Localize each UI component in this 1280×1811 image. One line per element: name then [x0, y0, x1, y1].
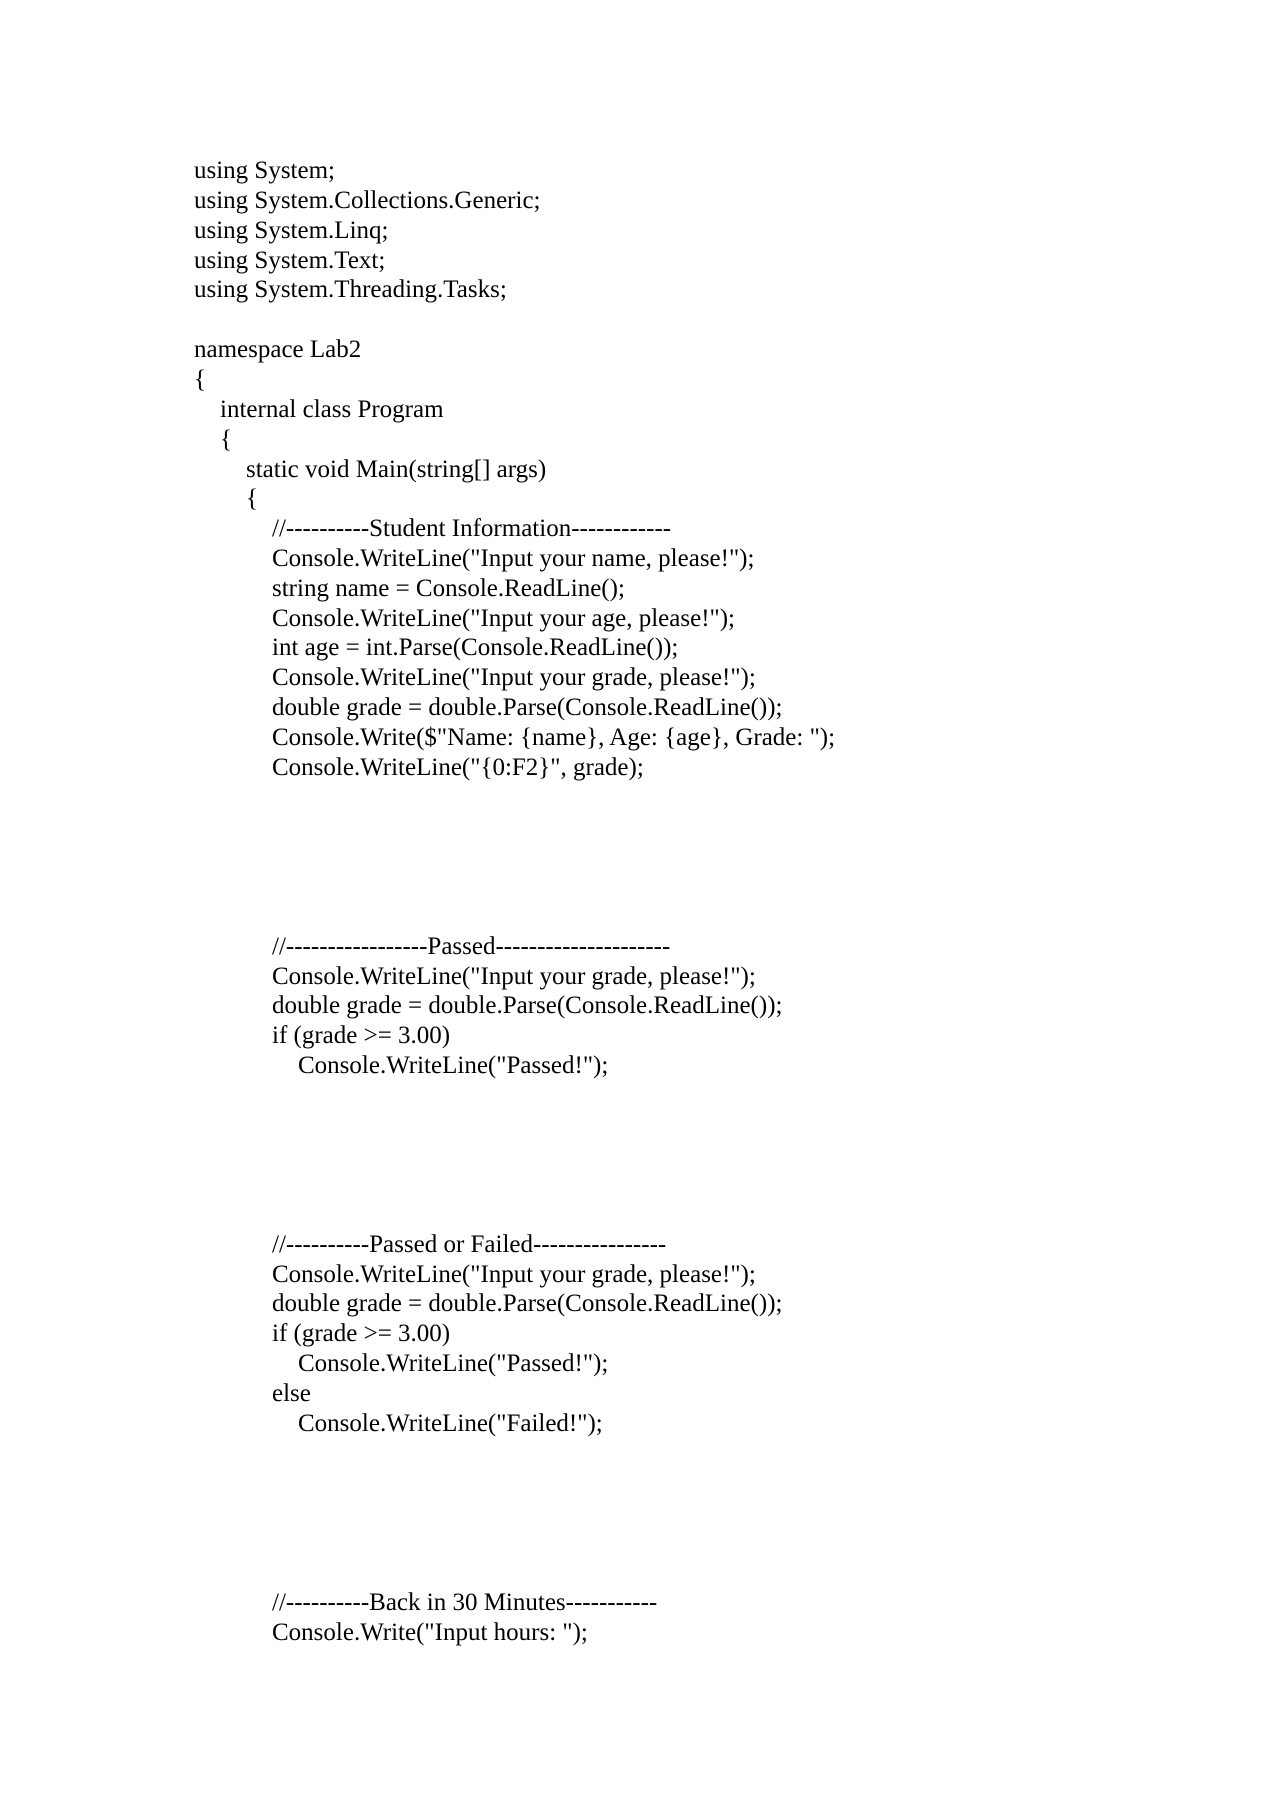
code-line: Console.WriteLine("Input your name, please!");	[272, 545, 755, 572]
method-declaration: static void Main(string[] args)	[246, 456, 547, 483]
brace: {	[246, 485, 258, 512]
code-line: if (grade >= 3.00)	[272, 1320, 451, 1347]
code-line: Console.WriteLine("Input your grade, please!");	[272, 1261, 756, 1288]
code-line: if (grade >= 3.00)	[272, 1022, 451, 1049]
class-declaration: internal class Program	[220, 396, 444, 423]
code-line: int age = int.Parse(Console.ReadLine());	[272, 634, 679, 661]
brace: {	[220, 426, 232, 453]
code-line: Console.WriteLine("Passed!");	[298, 1350, 609, 1377]
code-line: string name = Console.ReadLine();	[272, 575, 625, 602]
code-line: Console.WriteLine("{0:F2}", grade);	[272, 754, 644, 781]
code-line: Console.WriteLine("Failed!");	[298, 1410, 603, 1437]
code-line: using System.Threading.Tasks;	[194, 276, 507, 303]
code-line: Console.Write($"Name: {name}, Age: {age}, Grade: ");	[272, 724, 836, 751]
code-line: Console.WriteLine("Passed!");	[298, 1052, 609, 1079]
section-comment: //----------Back in 30 Minutes-----------	[272, 1589, 658, 1616]
code-line: double grade = double.Parse(Console.ReadLine());	[272, 992, 783, 1019]
code-line: double grade = double.Parse(Console.ReadLine());	[272, 1290, 783, 1317]
code-line: Console.Write("Input hours: ");	[272, 1619, 588, 1646]
code-line: Console.WriteLine("Input your age, please!");	[272, 605, 736, 632]
brace: {	[194, 366, 206, 393]
section-comment: //----------Passed or Failed----------------	[272, 1231, 667, 1258]
code-line: using System.Linq;	[194, 217, 389, 244]
code-line: using System.Text;	[194, 247, 386, 274]
code-line: using System.Collections.Generic;	[194, 187, 541, 214]
namespace-declaration: namespace Lab2	[194, 336, 362, 363]
section-comment: //----------Student Information------------	[272, 515, 672, 542]
section-comment: //-----------------Passed---------------------	[272, 933, 671, 960]
code-line: else	[272, 1380, 311, 1407]
code-line: double grade = double.Parse(Console.ReadLine());	[272, 694, 783, 721]
code-line: Console.WriteLine("Input your grade, please!");	[272, 963, 756, 990]
code-line: using System;	[194, 157, 335, 184]
code-line: Console.WriteLine("Input your grade, please!");	[272, 664, 756, 691]
